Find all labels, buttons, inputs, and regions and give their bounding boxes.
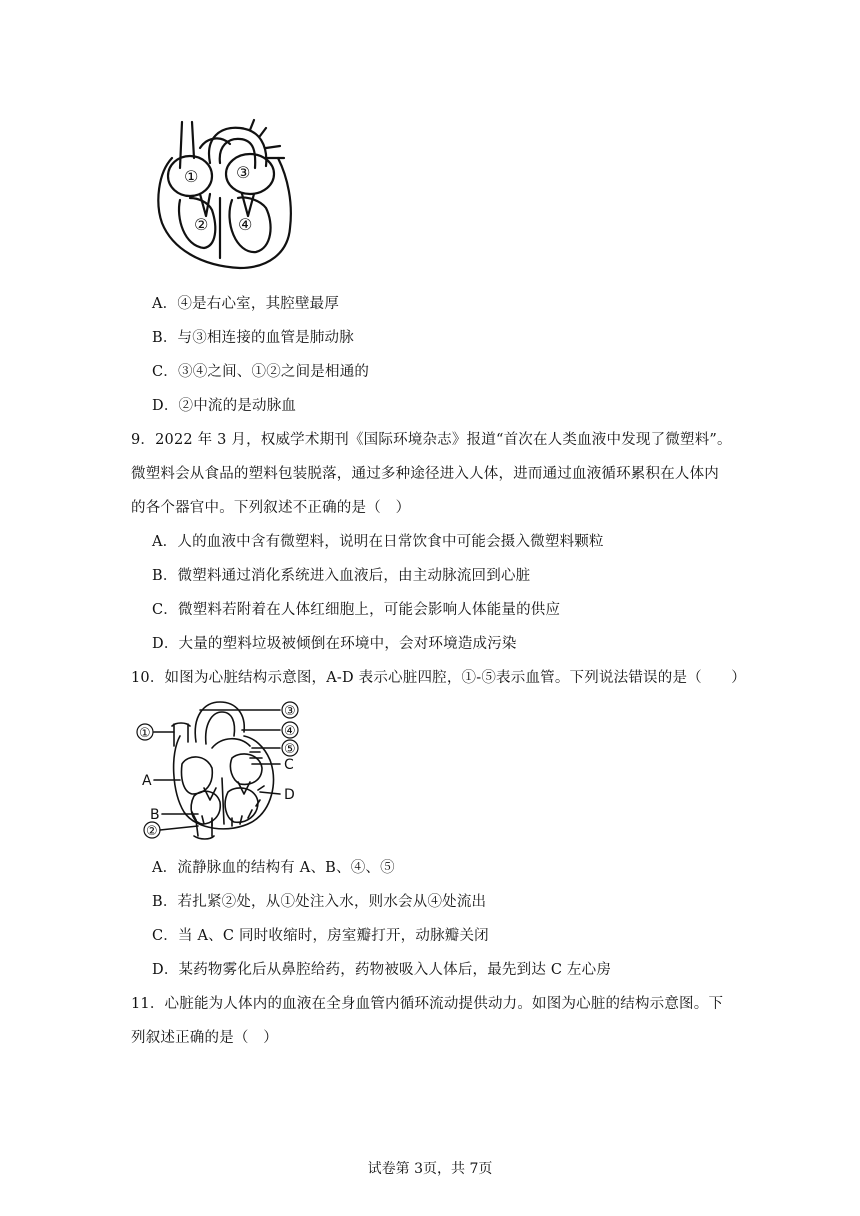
page-footer: 试卷第 3页，共 7页 (367, 1161, 493, 1177)
q8-option-a: A．④是右心室，其腔壁最厚 (152, 296, 340, 312)
fig1-label-1: ① (184, 167, 199, 186)
q8-option-b: B．与③相连接的血管是肺动脉 (152, 330, 354, 346)
q9-option-d: D．大量的塑料垃圾被倾倒在环境中，会对环境造成污染 (152, 636, 517, 652)
fig2-label-chamber-a: A (142, 773, 152, 789)
q9-option-a: A．人的血液中含有微塑料，说明在日常饮食中可能会摄入微塑料颗粒 (152, 534, 604, 550)
fig2-label-vessel-5: ⑤ (284, 742, 296, 757)
fig1-label-4: ④ (238, 215, 253, 234)
fig2-label-chamber-d: D (284, 787, 295, 803)
fig2-label-chamber-b: B (150, 807, 160, 823)
q8-option-d: D．②中流的是动脉血 (152, 398, 297, 414)
fig2-label-chamber-c: C (284, 757, 294, 773)
q9-stem-line-1: 9．2022 年 3 月，权威学术期刊《国际环境杂志》报道“首次在人类血液中发现了微塑料”。 (131, 432, 732, 448)
heart-diagram-2 (132, 696, 312, 844)
fig2-label-vessel-4: ④ (284, 724, 296, 739)
q10-option-c: C．当 A、C 同时收缩时，房室瓣打开，动脉瓣关闭 (152, 928, 489, 944)
q8-option-c: C．③④之间、①②之间是相通的 (152, 364, 370, 380)
q9-stem-line-3: 的各个器官中。下列叙述不正确的是（ ） (131, 500, 411, 516)
fig1-label-3: ③ (236, 163, 251, 182)
fig2-label-vessel-3: ③ (284, 704, 296, 719)
q9-option-c: C．微塑料若附着在人体红细胞上，可能会影响人体能量的供应 (152, 602, 561, 618)
q10-option-a: A．流静脉血的结构有 A、B、④、⑤ (152, 860, 395, 876)
q11-stem-line-1: 11．心脏能为人体内的血液在全身血管内循环流动提供动力。如图为心脏的结构示意图。下 (131, 996, 724, 1012)
heart-diagram-1 (150, 118, 295, 273)
q10-option-d: D．某药物雾化后从鼻腔给药，药物被吸入人体后，最先到达 C 左心房 (152, 962, 612, 978)
fig1-label-2: ② (194, 215, 209, 234)
q11-stem-line-2: 列叙述正确的是（ ） (131, 1030, 278, 1046)
fig2-label-vessel-1: ① (139, 726, 151, 741)
q10-option-b: B．若扎紧②处，从①处注入水，则水会从④处流出 (152, 894, 487, 910)
q9-option-b: B．微塑料通过消化系统进入血液后，由主动脉流回到心脏 (152, 568, 531, 584)
q9-stem-line-2: 微塑料会从食品的塑料包装脱落，通过多种途径进入人体，进而通过血液循环累积在人体内 (131, 466, 719, 482)
q10-stem: 10．如图为心脏结构示意图，A-D 表示心脏四腔，①-⑤表示血管。下列说法错误的是（ ） (131, 670, 746, 686)
fig2-label-vessel-2: ② (146, 824, 158, 839)
